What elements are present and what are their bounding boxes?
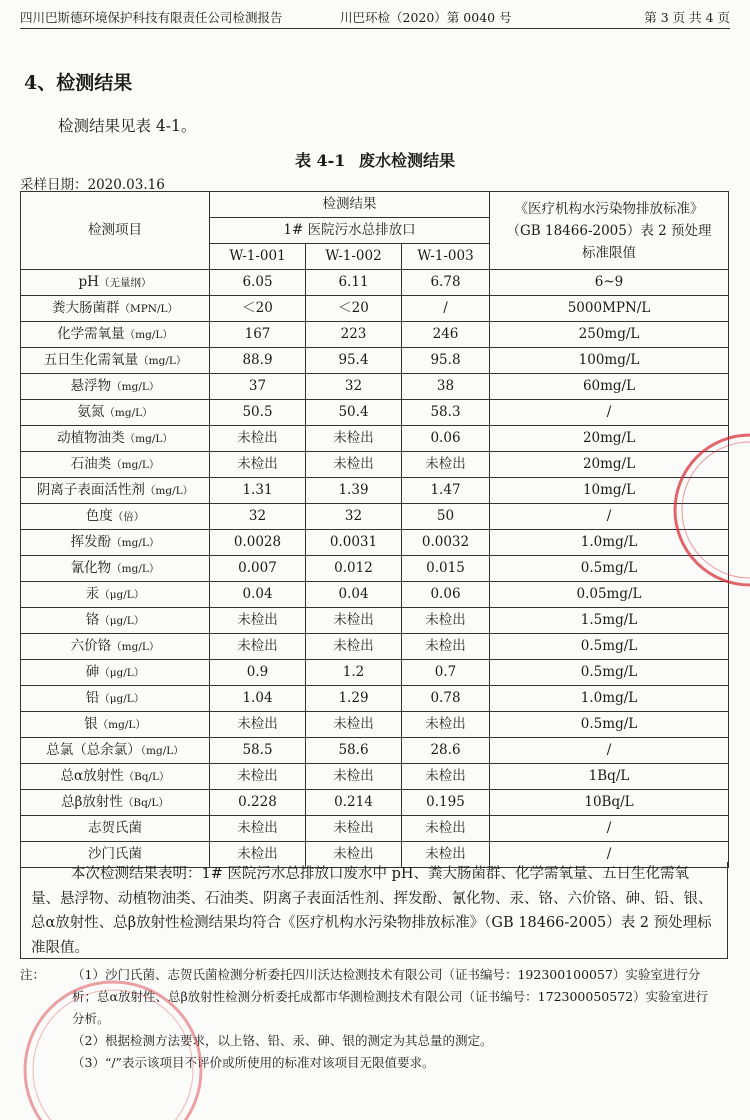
col-header-sample: W-1-001 [210,244,306,270]
item-unit: （mg/L） [111,380,160,393]
table-row [21,686,729,712]
notes [20,964,720,1074]
item-unit: （无量纲） [98,276,152,289]
col-header-sample: W-1-003 [402,244,490,270]
table-row [21,790,729,816]
results-body [21,270,729,868]
item-name [21,270,210,296]
item-label: 总氯（总余氯） [46,741,141,758]
item-label: 阴离子表面活性剂 [36,481,145,498]
note-2-text: （2）根据检测方法要求，以上铬、铅、汞、砷、银的测定为其总量的测定。 [72,1033,493,1048]
item-name [21,816,210,842]
table-row [21,634,729,660]
sample-value: 0.78 [402,686,490,712]
sample-value: 未检出 [402,634,490,660]
sample-value: 未检出 [306,712,402,738]
sample-value: 38 [402,374,490,400]
item-label: 石油类 [70,455,112,472]
standard-limit: 0.5mg/L [490,712,729,738]
standard-limit: 100mg/L [490,348,729,374]
sample-value: 50 [402,504,490,530]
item-label: 总β放射性 [61,793,123,810]
sample-value: 95.8 [402,348,490,374]
table-row [21,764,729,790]
conclusion-block [20,862,728,959]
item-unit: （Bq/L） [123,770,170,783]
sample-value: 未检出 [306,452,402,478]
item-unit: （mg/L） [124,328,173,341]
item-label: 氰化物 [70,559,112,576]
item-name [21,322,210,348]
sample-value: 0.012 [306,556,402,582]
results-table [20,191,729,868]
item-label: 汞 [85,585,100,602]
item-unit: （mg/L） [138,354,187,367]
section-title: 4、检测结果 [24,72,133,94]
sample-value: 0.04 [210,582,306,608]
standard-limit: / [490,504,729,530]
sample-value: 0.007 [210,556,306,582]
standard-limit: 6~9 [490,270,729,296]
table-row [21,712,729,738]
standard-limit: / [490,738,729,764]
sample-value: 未检出 [210,426,306,452]
sample-value: 6.05 [210,270,306,296]
sample-value: 未检出 [306,426,402,452]
sample-value: 未检出 [402,764,490,790]
sample-value: 0.0031 [306,530,402,556]
sample-value: 未检出 [306,842,402,868]
table-row [21,608,729,634]
standard-limit: 0.5mg/L [490,634,729,660]
item-unit: （倍） [112,510,145,523]
sample-value: 未检出 [210,842,306,868]
sample-value: 0.0028 [210,530,306,556]
col-header-item: 检测项目 [21,192,210,270]
sample-value: 32 [306,374,402,400]
header-company: 四川巴斯德环境保护科技有限责任公司检测报告 [20,10,283,25]
standard-limit: 60mg/L [490,374,729,400]
item-label: 动植物油类 [57,429,125,446]
item-unit: （mg/L） [111,562,160,575]
note-3-text: （3）“/”表示该项目不评价或所使用的标准对该项目无限值要求。 [72,1055,435,1070]
sample-value: 0.228 [210,790,306,816]
sample-value: 0.06 [402,582,490,608]
item-name [21,400,210,426]
sample-value: 50.5 [210,400,306,426]
sample-value: 未检出 [210,452,306,478]
page-header [20,6,730,29]
standard-limit: / [490,816,729,842]
item-name [21,634,210,660]
item-label: 砷 [85,663,100,680]
item-unit: （mg/L） [140,744,184,757]
sample-value: 未检出 [402,452,490,478]
item-name [21,712,210,738]
item-unit: （mg/L） [104,406,153,419]
item-name [21,348,210,374]
item-unit: （μg/L） [99,588,145,601]
notes-label: 注： [20,967,46,982]
table-row [21,504,729,530]
sample-value: 未检出 [306,634,402,660]
col-header-sample: W-1-002 [306,244,402,270]
table-row [21,556,729,582]
table-row [21,322,729,348]
standard-text: 《医疗机构水污染物排放标准》（GB 18466-2005）表 2 预处理标准限值 [506,200,712,261]
item-label: 银 [84,715,98,732]
item-name [21,426,210,452]
sample-value: 1.31 [210,478,306,504]
sample-value: 167 [210,322,306,348]
sample-value: 58.6 [306,738,402,764]
sample-value: 50.4 [306,400,402,426]
sample-value: 未检出 [306,608,402,634]
sample-value: 未检出 [210,712,306,738]
sample-value: 32 [210,504,306,530]
item-unit: （μg/L） [99,614,145,627]
sample-value: 1.47 [402,478,490,504]
sample-value: 0.015 [402,556,490,582]
item-label: 志贺氏菌 [88,819,142,836]
table-row [21,530,729,556]
sample-value: 未检出 [210,634,306,660]
item-name [21,582,210,608]
item-name [21,530,210,556]
item-label: 悬浮物 [70,377,112,394]
table-row [21,270,729,296]
sample-value: 未检出 [210,816,306,842]
item-unit: （μg/L） [99,666,145,679]
table-row [21,660,729,686]
sample-value: / [402,296,490,322]
note-2 [20,1030,720,1052]
sample-value: 6.11 [306,270,402,296]
sample-value: ＜20 [210,296,306,322]
sample-value: 未检出 [402,608,490,634]
sample-value: 0.9 [210,660,306,686]
sampling-date: 采样日期：2020.03.16 [20,177,165,193]
sample-value: 未检出 [210,608,306,634]
item-label: 粪大肠菌群 [51,299,120,316]
sample-value: 28.6 [402,738,490,764]
item-unit: （μg/L） [99,692,145,705]
item-name [21,452,210,478]
table-row [21,374,729,400]
item-name [21,478,210,504]
sample-value: 0.7 [402,660,490,686]
item-name [21,764,210,790]
sample-value: 未检出 [306,816,402,842]
item-name [21,556,210,582]
item-unit: （Bq/L） [122,796,169,809]
sample-value: 0.214 [306,790,402,816]
table-row [21,452,729,478]
item-label: 总α放射性 [60,767,124,784]
item-name [21,608,210,634]
item-label: 六价铬 [70,637,112,654]
item-label: 铅 [85,689,100,706]
sample-value: ＜20 [306,296,402,322]
note-3 [20,1052,720,1074]
standard-limit: 5000MPN/L [490,296,729,322]
sample-value: 1.04 [210,686,306,712]
sample-value: 246 [402,322,490,348]
item-unit: （mg/L） [111,458,160,471]
sample-value: 未检出 [210,764,306,790]
standard-limit: 1.0mg/L [490,530,729,556]
sample-value: 未检出 [402,842,490,868]
sample-value: 未检出 [306,764,402,790]
sample-value: 223 [306,322,402,348]
item-name [21,738,210,764]
sample-value: 0.0032 [402,530,490,556]
table-row [21,426,729,452]
sample-value: 0.04 [306,582,402,608]
item-label: 铬 [85,611,100,628]
sample-value: 6.78 [402,270,490,296]
item-unit: （MPN/L） [119,302,178,315]
sample-value: 1.39 [306,478,402,504]
table-name: 废水检测结果 [359,151,456,170]
sample-value: 1.29 [306,686,402,712]
standard-limit: 20mg/L [490,452,729,478]
table-number: 表 4-1 [294,151,346,170]
standard-limit: 0.5mg/L [490,556,729,582]
table-row [21,738,729,764]
standard-limit: 250mg/L [490,322,729,348]
item-label: 色度 [85,507,113,524]
item-unit: （mg/L） [144,484,194,497]
item-name [21,686,210,712]
col-header-standard [490,192,729,270]
standard-limit: / [490,842,729,868]
item-unit: （mg/L） [111,536,160,549]
table-title [0,148,750,171]
sample-value: 0.195 [402,790,490,816]
table-row [21,816,729,842]
item-name [21,374,210,400]
header-page-number: 第 3 页 共 4 页 [644,10,730,25]
table-row [21,478,729,504]
item-name [21,296,210,322]
note-1-text: （1）沙门氏菌、志贺氏菌检测分析委托四川沃达检测技术有限公司（证书编号：192300100057）实验室进行分析；总α放射性、总β放射性检测分析委托成都市华测检测技术有限公司（证书编号：172300050572）实验室进行分析。 [72,967,709,1026]
sample-value: 未检出 [402,712,490,738]
item-label: 沙门氏菌 [88,845,142,862]
item-unit: （mg/L） [97,718,146,731]
sample-value: 32 [306,504,402,530]
col-header-location: 1# 医院污水总排放口 [210,218,490,244]
header-report-number: 川巴环检（2020）第 0040 号 [340,10,512,25]
sample-value: 37 [210,374,306,400]
item-name [21,660,210,686]
item-label: pH [78,273,99,290]
table-row [21,348,729,374]
sample-value: 58.5 [210,738,306,764]
standard-limit: / [490,400,729,426]
sample-value: 未检出 [402,816,490,842]
standard-limit: 10mg/L [490,478,729,504]
item-name [21,504,210,530]
item-name [21,790,210,816]
note-1 [20,964,720,1030]
standard-limit: 1Bq/L [490,764,729,790]
standard-limit: 0.5mg/L [490,660,729,686]
item-unit: （mg/L） [124,432,173,445]
table-row [21,400,729,426]
intro-text: 检测结果见表 4-1。 [58,117,197,135]
sample-value: 1.2 [306,660,402,686]
standard-limit: 1.5mg/L [490,608,729,634]
table-row [21,582,729,608]
sample-value: 95.4 [306,348,402,374]
item-unit: （mg/L） [111,640,160,653]
sample-value: 58.3 [402,400,490,426]
standard-limit: 20mg/L [490,426,729,452]
item-label: 化学需氧量 [57,325,125,342]
standard-limit: 10Bq/L [490,790,729,816]
col-header-results: 检测结果 [210,192,490,218]
standard-limit: 0.05mg/L [490,582,729,608]
table-row [21,296,729,322]
item-label: 氨氮 [77,403,105,420]
conclusion-text: 本次检测结果表明：1# 医院污水总排放口废水中 pH、粪大肠菌群、化学需氧量、五日生化需氧量、悬浮物、动植物油类、石油类、阴离子表面活性剂、挥发酚、氰化物、汞、铬、六价铬、砷、铅、银、总α放射性、总β放射性检测结果均符合《医疗机构水污染物排放标准》（GB 18466-2005）表 2 预处理标准限值。 [31,866,713,956]
standard-limit: 1.0mg/L [490,686,729,712]
item-label: 五日生化需氧量 [43,351,139,368]
sample-value: 0.06 [402,426,490,452]
item-label: 挥发酚 [70,533,112,550]
sample-value: 88.9 [210,348,306,374]
